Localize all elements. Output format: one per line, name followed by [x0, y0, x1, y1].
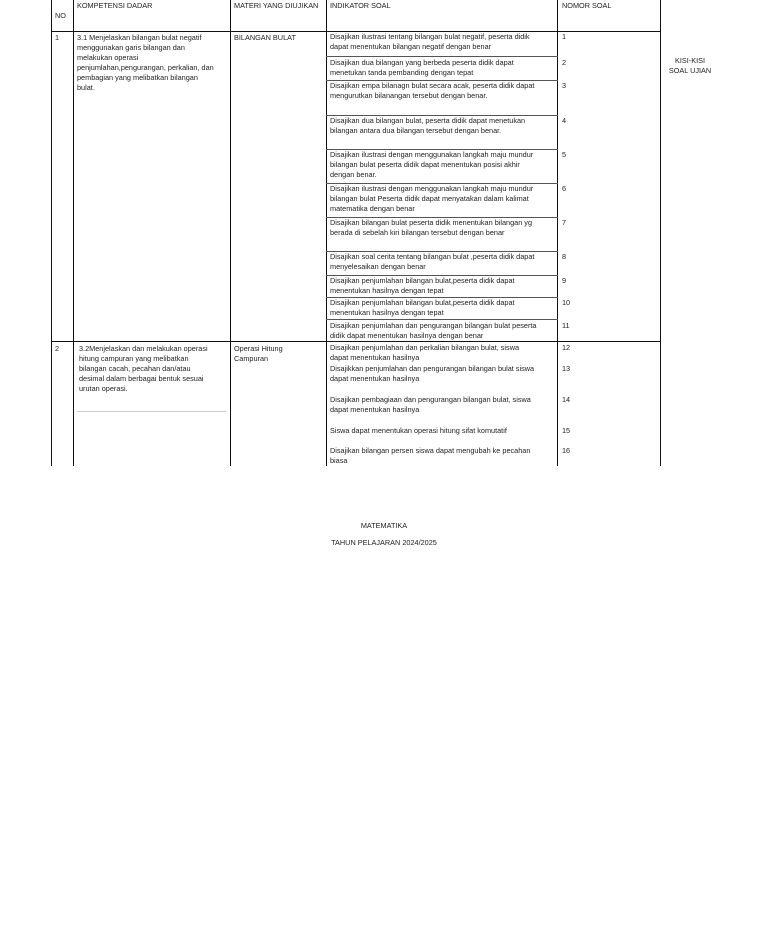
indikator-soal: Siswa dapat menentukan operasi hitung sifat komutatif [330, 426, 507, 435]
column-divider [73, 0, 74, 466]
header-materi: MATERI YANG DIUJIKAN [234, 1, 319, 10]
nomor-soal: 10 [562, 298, 571, 307]
indikator-soal: Disajikan penjumlahan dan perkalian bilangan bulat, siswa dapat menentukan hasilnya [330, 343, 520, 362]
indikator-soal: Disajikan penjumlahan dan pengurangan bilangan bulat peserta didik dapat menentukan hasilnya dengan benar [330, 321, 537, 340]
header-kompetensi: KOMPETENSI DADAR [77, 1, 153, 10]
indikator-soal: Disajikan empa bilanagn bulat secara acak, peserta didik dapat mengurutkan bilanangan tersebut dengan benar. [330, 81, 535, 100]
column-divider [230, 0, 231, 466]
header-indikator: INDIKATOR SOAL [330, 1, 391, 10]
nomor-soal: 12 [562, 343, 571, 352]
group-number: 2 [55, 344, 60, 353]
header-no: NO [55, 11, 66, 20]
nomor-soal: 1 [562, 32, 567, 41]
nomor-soal: 13 [562, 364, 571, 373]
indikator-soal: Disajikan pembagiaan dan pengurangan bilangan bulat, siswa dapat menentukan hasilnya [330, 395, 531, 414]
materi-diujikan: Operasi Hitung Campuran [234, 344, 283, 363]
kompetensi-dasar: 3.2Menjelaskan dan melakukan operasi hitung campuran yang melibatkan bilangan cacah, pecahan dan/atau desimal dalam berbagai bentuk sesuai urutan operasi. [79, 344, 208, 393]
indikator-soal: Disajikan ilustrasi dengan menggunakan langkah maju mundur bilangan bulat Peserta didik dapat menyatakan dalam kalimat matematika dengan benar [330, 184, 534, 213]
table-border-right [660, 0, 661, 466]
indikator-soal: Disajikan penjumlahan bilangan bulat,peserta didik dapat menentukan hasilnya dengan tepat [330, 298, 515, 317]
materi-diujikan: BILANGAN BULAT [234, 33, 296, 42]
indikator-soal: Disajikkan penjumlahan dan pengurangan bilangan bulat siswa dapat menentukan hasilnya [330, 364, 535, 383]
kompetensi-dasar: 3.1 Menjelaskan bilangan bulat negatif menggunakan garis bilangan dan melakukan operasi penjumlahan,pengurangan, perkalian, dan pembagian yang melibatkan bilangan bulat. [77, 33, 214, 92]
indikator-soal: Disajikan bilangan bulat peserta didik menentukan bilangan yg berada di sebelah kiri bilangan tersebut dengan benar [330, 218, 533, 237]
indikator-soal: Disajikan dua bilangan yang berbeda peserta didik dapat menetukan tanda pembanding dengan tepat [330, 58, 514, 77]
nomor-soal: 11 [562, 321, 570, 330]
indikator-soal: Disajikan ilustrasi dengan menggunakan langkah maju mundur bilangan bulat peserta didik dapat menentukan posisi akhir dengan benar. [330, 150, 534, 179]
group-divider [51, 341, 661, 342]
nomor-soal: 7 [562, 218, 567, 227]
nomor-soal: 14 [562, 395, 571, 404]
nomor-soal: 9 [562, 276, 567, 285]
table-border-left [51, 0, 52, 466]
indikator-soal: Disajikan ilustrasi tentang bilangan bulat negatif, peserta didik dapat menentukan bilangan negatif dengan benar [330, 32, 530, 51]
column-divider [557, 0, 558, 466]
nomor-soal: 4 [562, 116, 567, 125]
header-nomor-soal: NOMOR SOAL [562, 1, 612, 10]
subject-label: MATEMATIKA [360, 521, 408, 530]
indikator-soal: Disajikan bilangan persen siswa dapat mengubah ke pecahan biasa [330, 446, 531, 465]
document-title-note: KISI-KISI SOAL UJIAN [668, 56, 712, 75]
nomor-soal: 8 [562, 252, 567, 261]
group-number: 1 [55, 33, 60, 42]
indikator-soal: Disajikan penjumlahan bilangan bulat,peserta didik dapat menentukan hasilnya dengan tepat [330, 276, 515, 295]
nomor-soal: 6 [562, 184, 567, 193]
nomor-soal: 15 [562, 426, 571, 435]
indikator-soal: Disajikan dua bilangan bulat, peserta didik dapat menetukan bilangan antara dua bilangan tersebut dengan benar. [330, 116, 526, 135]
nomor-soal: 2 [562, 58, 567, 67]
row-divider [326, 56, 558, 57]
column-divider [326, 0, 327, 466]
row-divider [326, 319, 558, 320]
cell-underline [77, 411, 226, 412]
indikator-soal: Disajikan soal cerita tentang bilangan bulat ,peserta didik dapat menyelesaikan dengan benar [330, 252, 535, 271]
academic-year-label: TAHUN PELAJARAN 2024/2025 [331, 538, 437, 547]
nomor-soal: 16 [562, 446, 571, 455]
nomor-soal: 5 [562, 150, 567, 159]
nomor-soal: 3 [562, 81, 567, 90]
